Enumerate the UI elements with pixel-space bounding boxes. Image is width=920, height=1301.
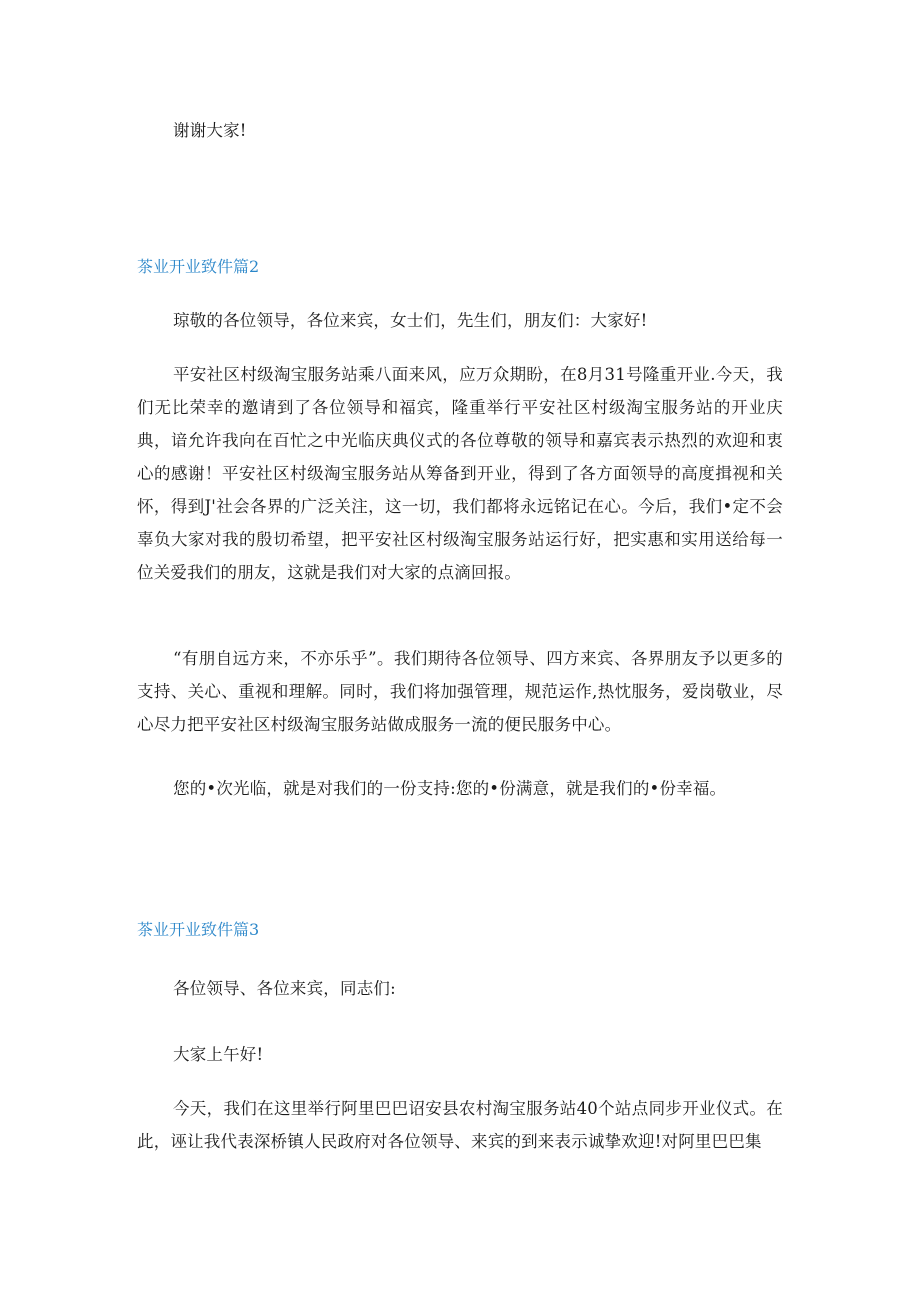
ceremony-paragraph: 今天，我们在这里举行阿里巴巴诏安县农村淘宝服务站40个站点同步开业仪式。在此，诬让我代表深桥镇人民政府对各位领导、来宾的到来表示诚挚欢迎!对阿里巴巴集 [137,1099,783,1151]
section-heading-3: 茶业开业致件篇3 [137,920,260,939]
morning-greeting: 大家上午好! [173,1045,264,1064]
closing-line: 谢谢大家! [173,121,247,140]
closing-paragraph: 您的•次光临，就是对我们的一份支持:您的•份满意，就是我们的•份幸福。 [173,779,727,798]
greeting-paragraph: 琼敬的各位领导，各位来宾，女士们，先生们，朋友们：大家好! [173,311,648,330]
opening-paragraph: 平安社区村级淘宝服务站乘八面来风，应万众期盼，在8月31号隆重开业.今天，我们无比荣幸的邀请到了各位领导和福宾，隆重举行平安社区村级淘宝服务站的开业庆典，谙允许我向在百忙之中光临庆典仪式的各位尊敬的领导和嘉宾表示热烈的欢迎和衷心的感谢！平安社区村级淘宝服务站从筹备到开业，得到了各方面领导的高度揖视和关怀，得到J'社会各界的广泛关注，这一切，我们都将永远铭记在心。今后，我们•定不会辜负大家对我的殷切希望，把平安社区村级淘宝服务站运行好，把实惠和实用送给每一位关爱我们的朋友，这就是我们对大家的点滴回报。 [137,365,783,582]
section-heading-2: 茶业开业致件篇2 [137,257,260,276]
salutation-paragraph: 各位领导、各位来宾，同志们: [173,979,396,998]
quote-paragraph: “有朋自远方来，不亦乐乎”。我们期待各位领导、四方来宾、各界朋友予以更多的支持、关心、重视和理解。同时，我们将加强管理，规范运作,热忱服务，爱岗敬业，尽心尽力把平安社区村级淘宝服务站做成服务一流的便民服务中心。 [137,649,783,734]
